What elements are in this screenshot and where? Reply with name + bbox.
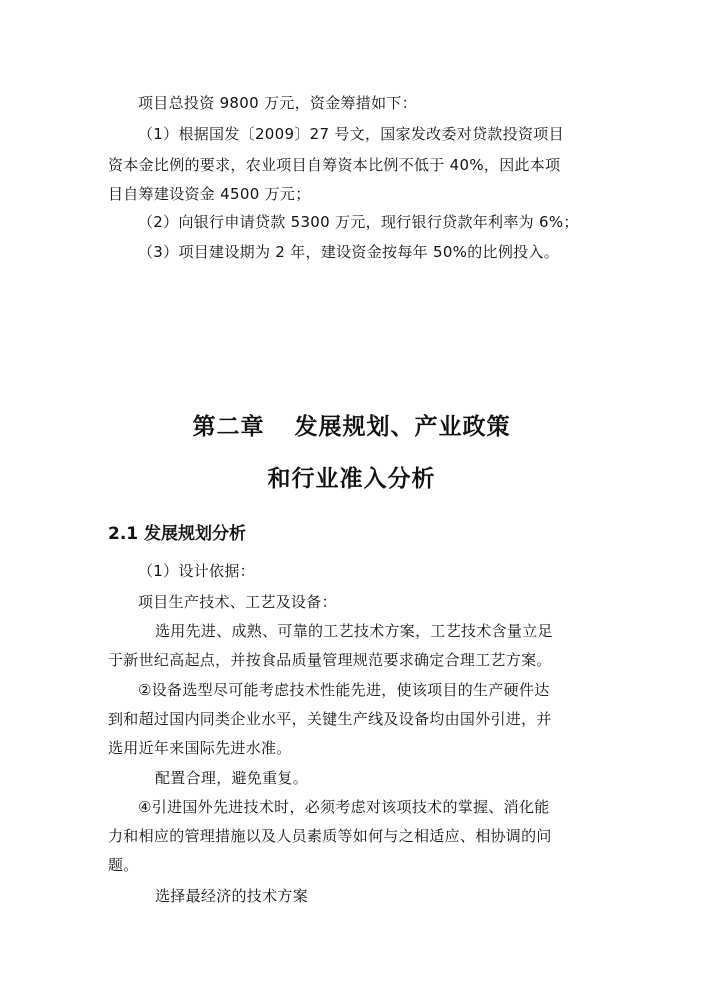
- body-line-1: （1）设计依据：: [138, 562, 255, 580]
- body-line-5: ②设备选型尽可能考虑技术性能先进，使该项目的生产硬件达: [138, 681, 550, 699]
- intro-line-5: （2）向银行申请贷款 5300 万元，现行银行贷款年利率为 6%；: [138, 213, 579, 231]
- intro-line-3: 资本金比例的要求，农业项目自筹资本比例不低于 40%，因此本项: [108, 156, 561, 174]
- body-line-4: 于新世纪高起点，并按食品质量管理规范要求确定合理工艺方案。: [108, 651, 552, 669]
- body-line-12: 选择最经济的技术方案: [155, 887, 309, 905]
- intro-line-6: （3）项目建设期为 2 年，建设资金按每年 50%的比例投入。: [138, 243, 560, 261]
- intro-line-1: 项目总投资 9800 万元，资金筹措如下：: [138, 94, 418, 112]
- chapter-title-part1: 发展规划、产业政策: [294, 414, 511, 440]
- body-line-9: ④引进国外先进技术时，必须考虑对该项技术的掌握、消化能: [138, 798, 550, 816]
- chapter-title-line-2: 和行业准入分析: [267, 466, 436, 492]
- body-line-2: 项目生产技术、工艺及设备：: [138, 593, 337, 611]
- section-title: 发展规划分析: [144, 524, 246, 544]
- body-line-8: 配置合理，避免重复。: [155, 769, 309, 787]
- section-number: 2.1: [108, 524, 139, 544]
- body-line-10: 力和相应的管理措施以及人员素质等如何与之相适应、相协调的问: [108, 827, 552, 845]
- intro-line-4: 目自筹建设资金 4500 万元；: [108, 185, 311, 203]
- chapter-label: 第二章: [192, 414, 265, 440]
- section-heading: [108, 522, 246, 546]
- body-line-11: 题。: [108, 856, 139, 874]
- body-line-6: 到和超过国内同类企业水平，关键生产线及设备均由国外引进，并: [108, 710, 552, 728]
- body-line-3: 选用先进、成熟、可靠的工艺技术方案，工艺技术含量立足: [155, 622, 553, 640]
- intro-line-2: （1）根据国发〔2009〕27 号文，国家发改委对贷款投资项目: [138, 125, 564, 143]
- chapter-title-line-1: [0, 412, 703, 442]
- body-line-7: 选用近年来国际先进水准。: [108, 739, 292, 757]
